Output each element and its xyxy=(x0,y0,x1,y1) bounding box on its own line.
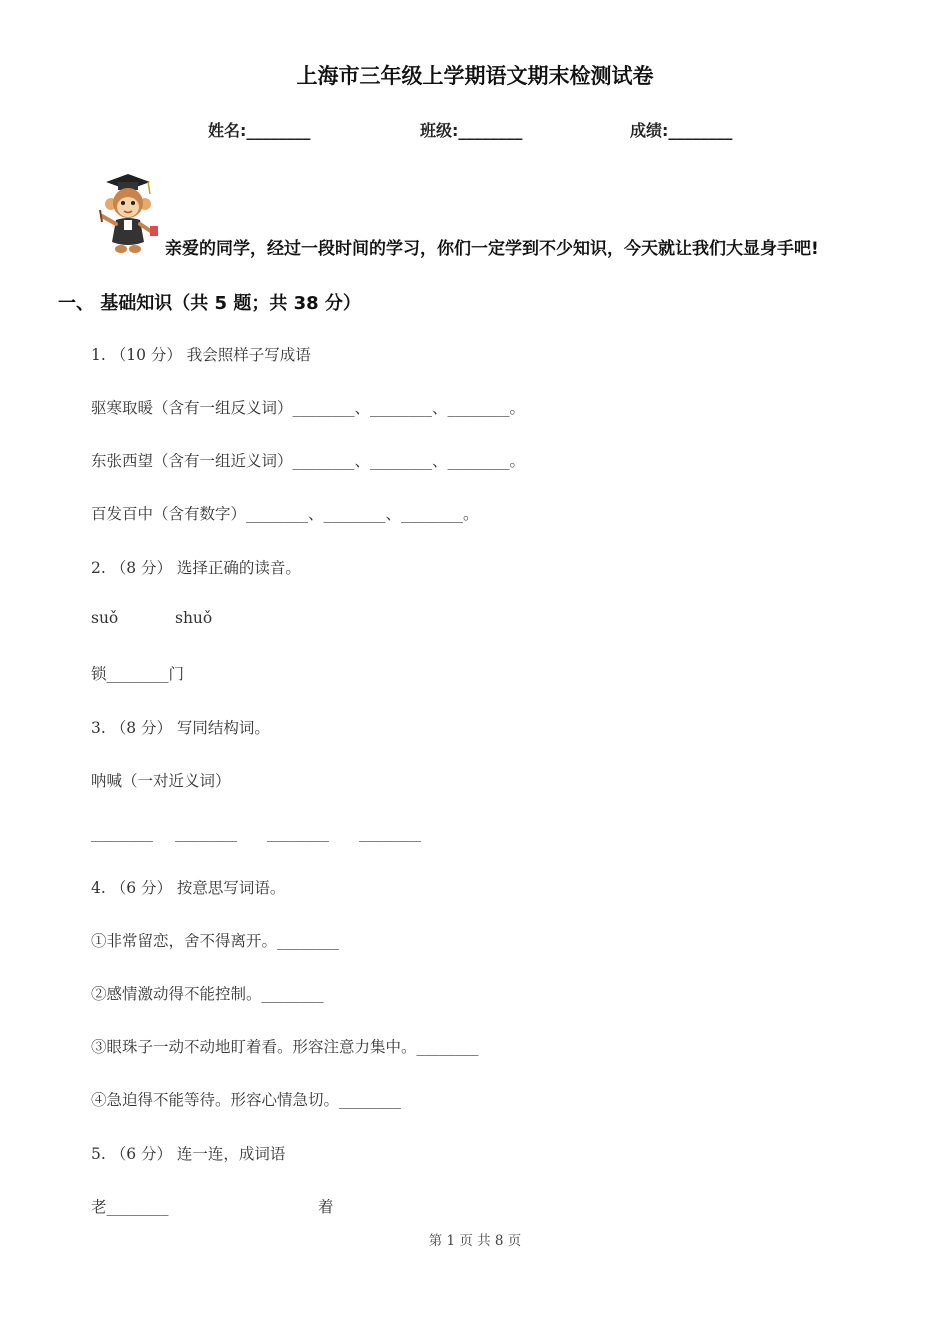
pinyin-option-a: suǒ xyxy=(91,609,119,627)
question-4-stem: 4. （6 分） 按意思写词语。 xyxy=(91,879,286,897)
score-field: 成绩:________ xyxy=(630,121,733,140)
question-3-stem: 3. （8 分） 写同结构词。 xyxy=(91,719,270,737)
answer-blank: ________ xyxy=(91,824,153,842)
greeting-text: 亲爱的同学，经过一段时间的学习，你们一定学到不少知识，今天就让我们大显身手吧! xyxy=(165,239,819,259)
match-right-item: 着 xyxy=(318,1198,334,1216)
name-field: 姓名:________ xyxy=(208,121,311,140)
graduate-monkey-icon xyxy=(88,170,160,256)
answer-blank: ________ xyxy=(359,824,421,842)
pinyin-option-b: shuǒ xyxy=(175,609,213,627)
question-4-item-4: ④急迫得不能等待。形容心情急切。________ xyxy=(91,1091,402,1109)
question-5-stem: 5. （6 分） 连一连，成词语 xyxy=(91,1145,286,1163)
question-2-stem: 2. （8 分） 选择正确的读音。 xyxy=(91,559,301,577)
class-field: 班级:________ xyxy=(420,121,523,140)
section-heading: 一、 基础知识（共 5 题；共 38 分） xyxy=(58,293,361,314)
question-1-line-3: 百发百中（含有数字）________、________、________。 xyxy=(91,505,479,523)
question-1-stem: 1. （10 分） 我会照样子写成语 xyxy=(91,346,311,364)
question-1-line-2: 东张西望（含有一组近义词）________、________、________。 xyxy=(91,452,526,470)
question-4-item-3: ③眼珠子一动不动地盯着看。形容注意力集中。________ xyxy=(91,1038,479,1056)
question-3-line-1: 呐喊（一对近义词） xyxy=(91,772,231,790)
match-left-item: 老________ xyxy=(91,1198,169,1216)
question-1-line-1: 驱寒取暖（含有一组反义词）________、________、________。 xyxy=(91,399,526,417)
question-2-blank: 锁________门 xyxy=(91,665,185,683)
page-footer: 第 1 页 共 8 页 xyxy=(428,1233,522,1249)
question-4-item-2: ②感情激动得不能控制。________ xyxy=(91,985,324,1003)
answer-blank: ________ xyxy=(267,824,329,842)
answer-blank: ________ xyxy=(175,824,237,842)
question-4-item-1: ①非常留恋，舍不得离开。________ xyxy=(91,932,340,950)
exam-title: 上海市三年级上学期语文期末检测试卷 xyxy=(296,64,654,88)
